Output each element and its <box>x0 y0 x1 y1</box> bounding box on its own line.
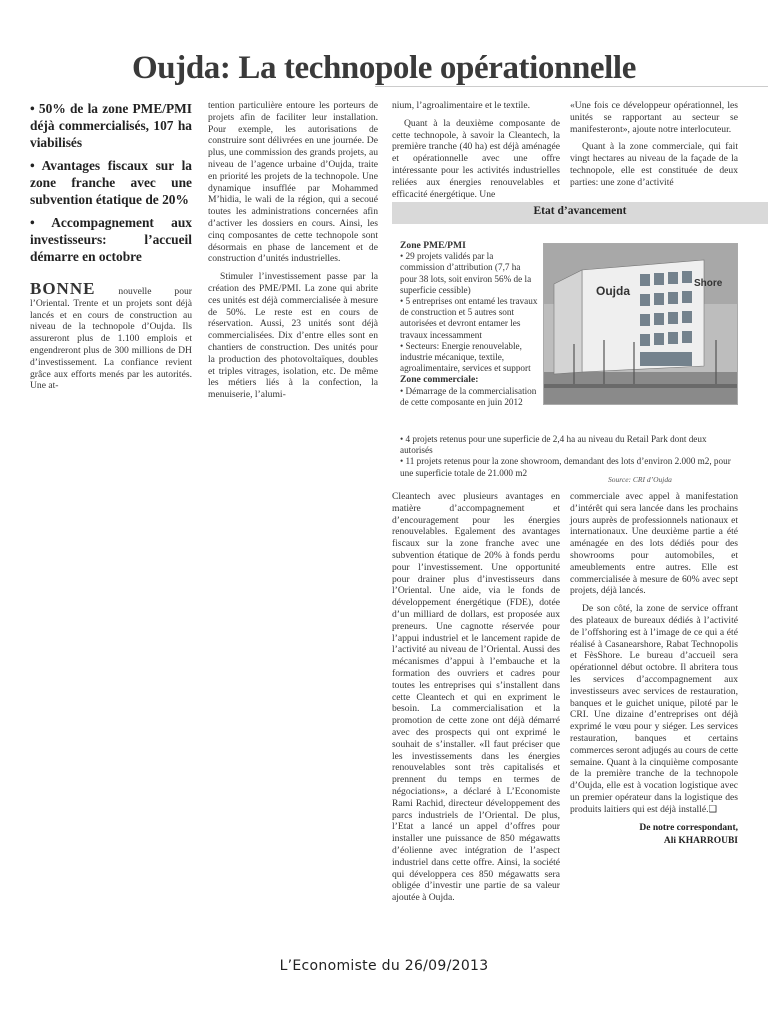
box-title: Etat d’avancement <box>533 205 627 217</box>
col4-paragraph-1: «Une fois ce développeur opérationnel, les unités se rapportant au secteur se manifesteront», ajoute notre interlocuteur. <box>570 100 738 135</box>
col5-paragraph-1: Cleantech avec plusieurs avantages en matière d’accompagnement et d’encouragement pour les énergies renouvelables. Egalement des avantages fiscaux sur la zone franche avec une subvention étatique de 20% à fonds perdu pour l’investissement. Une opportunité pour drainer plus d’investisseurs dans l’Oriental. Une aide, via le fonds de développement énergétique (FDE), dotée d’un milliard de dollars, est proposée aux preneurs. Une cagnotte réservée pour l’appui industriel et le lancement rapide de l’activité au niveau de l’Oriental. Aussi des mécanismes d’appui à l’embauche et la formation des ouvriers et cadres pour toutes les entreprises qui s’installent dans cette Cleantech et qui en expriment le besoin. La commercialisation et la promotion de cette zone ont déjà démarré avec des prospects qui ont exprimé le souhait de s’installer. «Il faut préciser que les investissements dans les énergies renouvelables sont très capitalisés et prennent du temps en termes de négociations», a déclaré à L’Economiste Rami Rachid, directeur développement des parcs industriels de l’Oriental. De plus, l’Etat a lancé un appel d’offres pour installer une puissance de 850 mégawatts d’éolienne avec intégration de l’aspect industriel dans cette offre. Ainsi, la société qui développera ces 850 mégawatts sera obligée d’investir une partie de sa valeur ajoutée à Oujda. <box>392 491 560 904</box>
column-1 <box>30 100 192 398</box>
column-5 <box>392 491 560 910</box>
signature <box>570 822 738 848</box>
box-zone1-item-1: • 29 projets validés par la commission d’attribution (7,7 ha pour 38 lots, soit environ 56% de la superficie cessible) <box>400 251 532 295</box>
box-zone2-item-3: • 11 projets retenus pour la zone showroom, demandant des lots d’environ 2.000 m2, pour une superficie totale de 21.000 m2 <box>400 456 731 478</box>
col6-paragraph-1: commerciale avec appel à manifestation d’intérêt qui sera lancée dans les prochains jours auprès de professionnels nationaux et internationaux. Une deuxième partie a été aménagée en des lots dédiés pour des showrooms pour automobiles, et ameublements entre autres. Elle est commercialisée à mesure de 60% avec sept projets, déjà lancés. <box>570 491 738 597</box>
footer-source: L’Economiste du 26/09/2013 <box>279 958 489 974</box>
col3-paragraph-2: Quant à la deuxième composante de cette technopole, à savoir la Cleantech, la première tranche (40 ha) est déjà aménagée et opérationnelle avec une offre intéressante pour les activités industrielles reliées aux énergies renouvelables et efficacité énergétique. Une <box>392 117 560 200</box>
box-zone-pme <box>400 240 538 408</box>
col2-paragraph-2: Stimuler l’investissement passe par la création des PME/PMI. La zone qui abrite ces unités est déjà commercialisée à mesure de 50%. Le reste est en cours de réservation. Aussi, 23 unités sont déjà commercialisées. Dix d’entre elles sont en chantiers de construction. Des unités pour la production des photovoltaïques, doubles et triples vitrages, isolation, etc. De même les métiers liés à la confection, la menuiserie, l’alumi- <box>208 271 378 401</box>
box-source: Source: CRI d’Oujda <box>608 475 672 484</box>
drop-cap: BONNE <box>30 279 96 298</box>
box-zone1-title: Zone PME/PMI <box>400 240 466 251</box>
building-illustration <box>544 244 737 404</box>
column-3-top <box>392 100 560 206</box>
col3-paragraph-1: nium, l’agroalimentaire et le textile. <box>392 100 530 111</box>
column-6 <box>570 491 738 848</box>
highlight-1: • 50% de la zone PME/PMI déjà commercialisés, 107 ha viabilisés <box>30 101 192 150</box>
box-zone2-item-1: • Démarrage de la commercialisation de cette composante en juin 2012 <box>400 385 537 407</box>
lead-paragraph <box>30 279 192 392</box>
lead-text: nouvelle pour l’Oriental. Trente et un projets sont déjà lancés et en cours de construction au niveau de la technopole d’Oujda. Ils assureront plus de 1.100 emplois et engendreront plus de 300 millions de DH d’investissement. La confiance revient grâce aux efforts menés par les autorités. Une at- <box>30 286 192 392</box>
column-2 <box>208 100 378 407</box>
top-rule <box>375 86 768 97</box>
highlight-2: • Avantages fiscaux sur la zone franche avec une subvention étatique de 20% <box>30 158 192 207</box>
box-zone1-item-3: • Secteurs: Energie renouvelable, industrie mécanique, textile, agroalimentaire, services et support <box>400 340 531 374</box>
col6-paragraph-2: De son côté, la zone de service offrant des plateaux de bureaux dédiés à l’activité de l’offshoring est à l’image de ce qui a été réalisé à Casanearshore, Rabat Technopolis et FèsShore. Le bureau d’accueil sera opérationnel début octobre. Il abritera tous les services d’accompagnement aux investisseurs avec services de restauration, banques et le guichet unique, piloté par le CRI. Une dizaine d’entreprises ont déjà exprimé le vœu pour y siéger. Les services restauration, banques et certains commerces seront adjugés au cours de cette semaine. Quant à la cinquième composante de la première tranche de la technopole d’Oujda, elle est à vocation logistique avec un premier opérateur dans la logistique des produits laitiers qui est déjà installé.❑ <box>570 603 738 815</box>
col2-paragraph-1: tention particulière entoure les porteurs de projets afin de faciliter leur installation. Pour exemple, les autorisations de construire sont délivrées en une journée. De plus, une commission des grands projets, au niveau de l’agence urbaine d’Oujda, traite en priorité les projets de la technopole. Une dynamique insufflée par Mohammed M’hidia, le wali de la région, qui a secoué toutes les administrations concernées afin d’activer les dossiers en cours. Ainsi, les cinq composantes de cette technopole sont désormais en phase de lancement et de construction d’unités industrielles. <box>208 100 378 265</box>
photo-sign-oujda: Oujda <box>596 284 631 298</box>
box-zone1-item-2: • 5 entreprises ont entamé les travaux de construction et 5 autres sont autorisées et devront entamer les travaux incessamment <box>400 296 538 340</box>
column-4-top <box>570 100 738 195</box>
box-zone2-title: Zone commerciale: <box>400 374 479 386</box>
box-zone-commerciale-cont <box>400 434 740 479</box>
col4-paragraph-2: Quant à la zone commerciale, qui fait vingt hectares au niveau de la façade de la technopole, elle est constituée de deux parties: une zone d’activité <box>570 141 738 188</box>
signature-line-1: De notre correspondant, <box>639 822 738 833</box>
box-zone2-item-2: • 4 projets retenus pour une superficie de 2,4 ha au niveau du Retail Park dont deux autorisés <box>400 434 707 456</box>
article-headline: Oujda: La technopole opérationnelle <box>132 50 636 86</box>
highlight-3: • Accompagnement aux investisseurs: l’accueil démarre en octobre <box>30 215 192 264</box>
photo-sign-shore: Shore <box>694 278 723 289</box>
signature-line-2: Ali KHARROUBI <box>663 835 738 846</box>
building-photo <box>543 243 738 405</box>
